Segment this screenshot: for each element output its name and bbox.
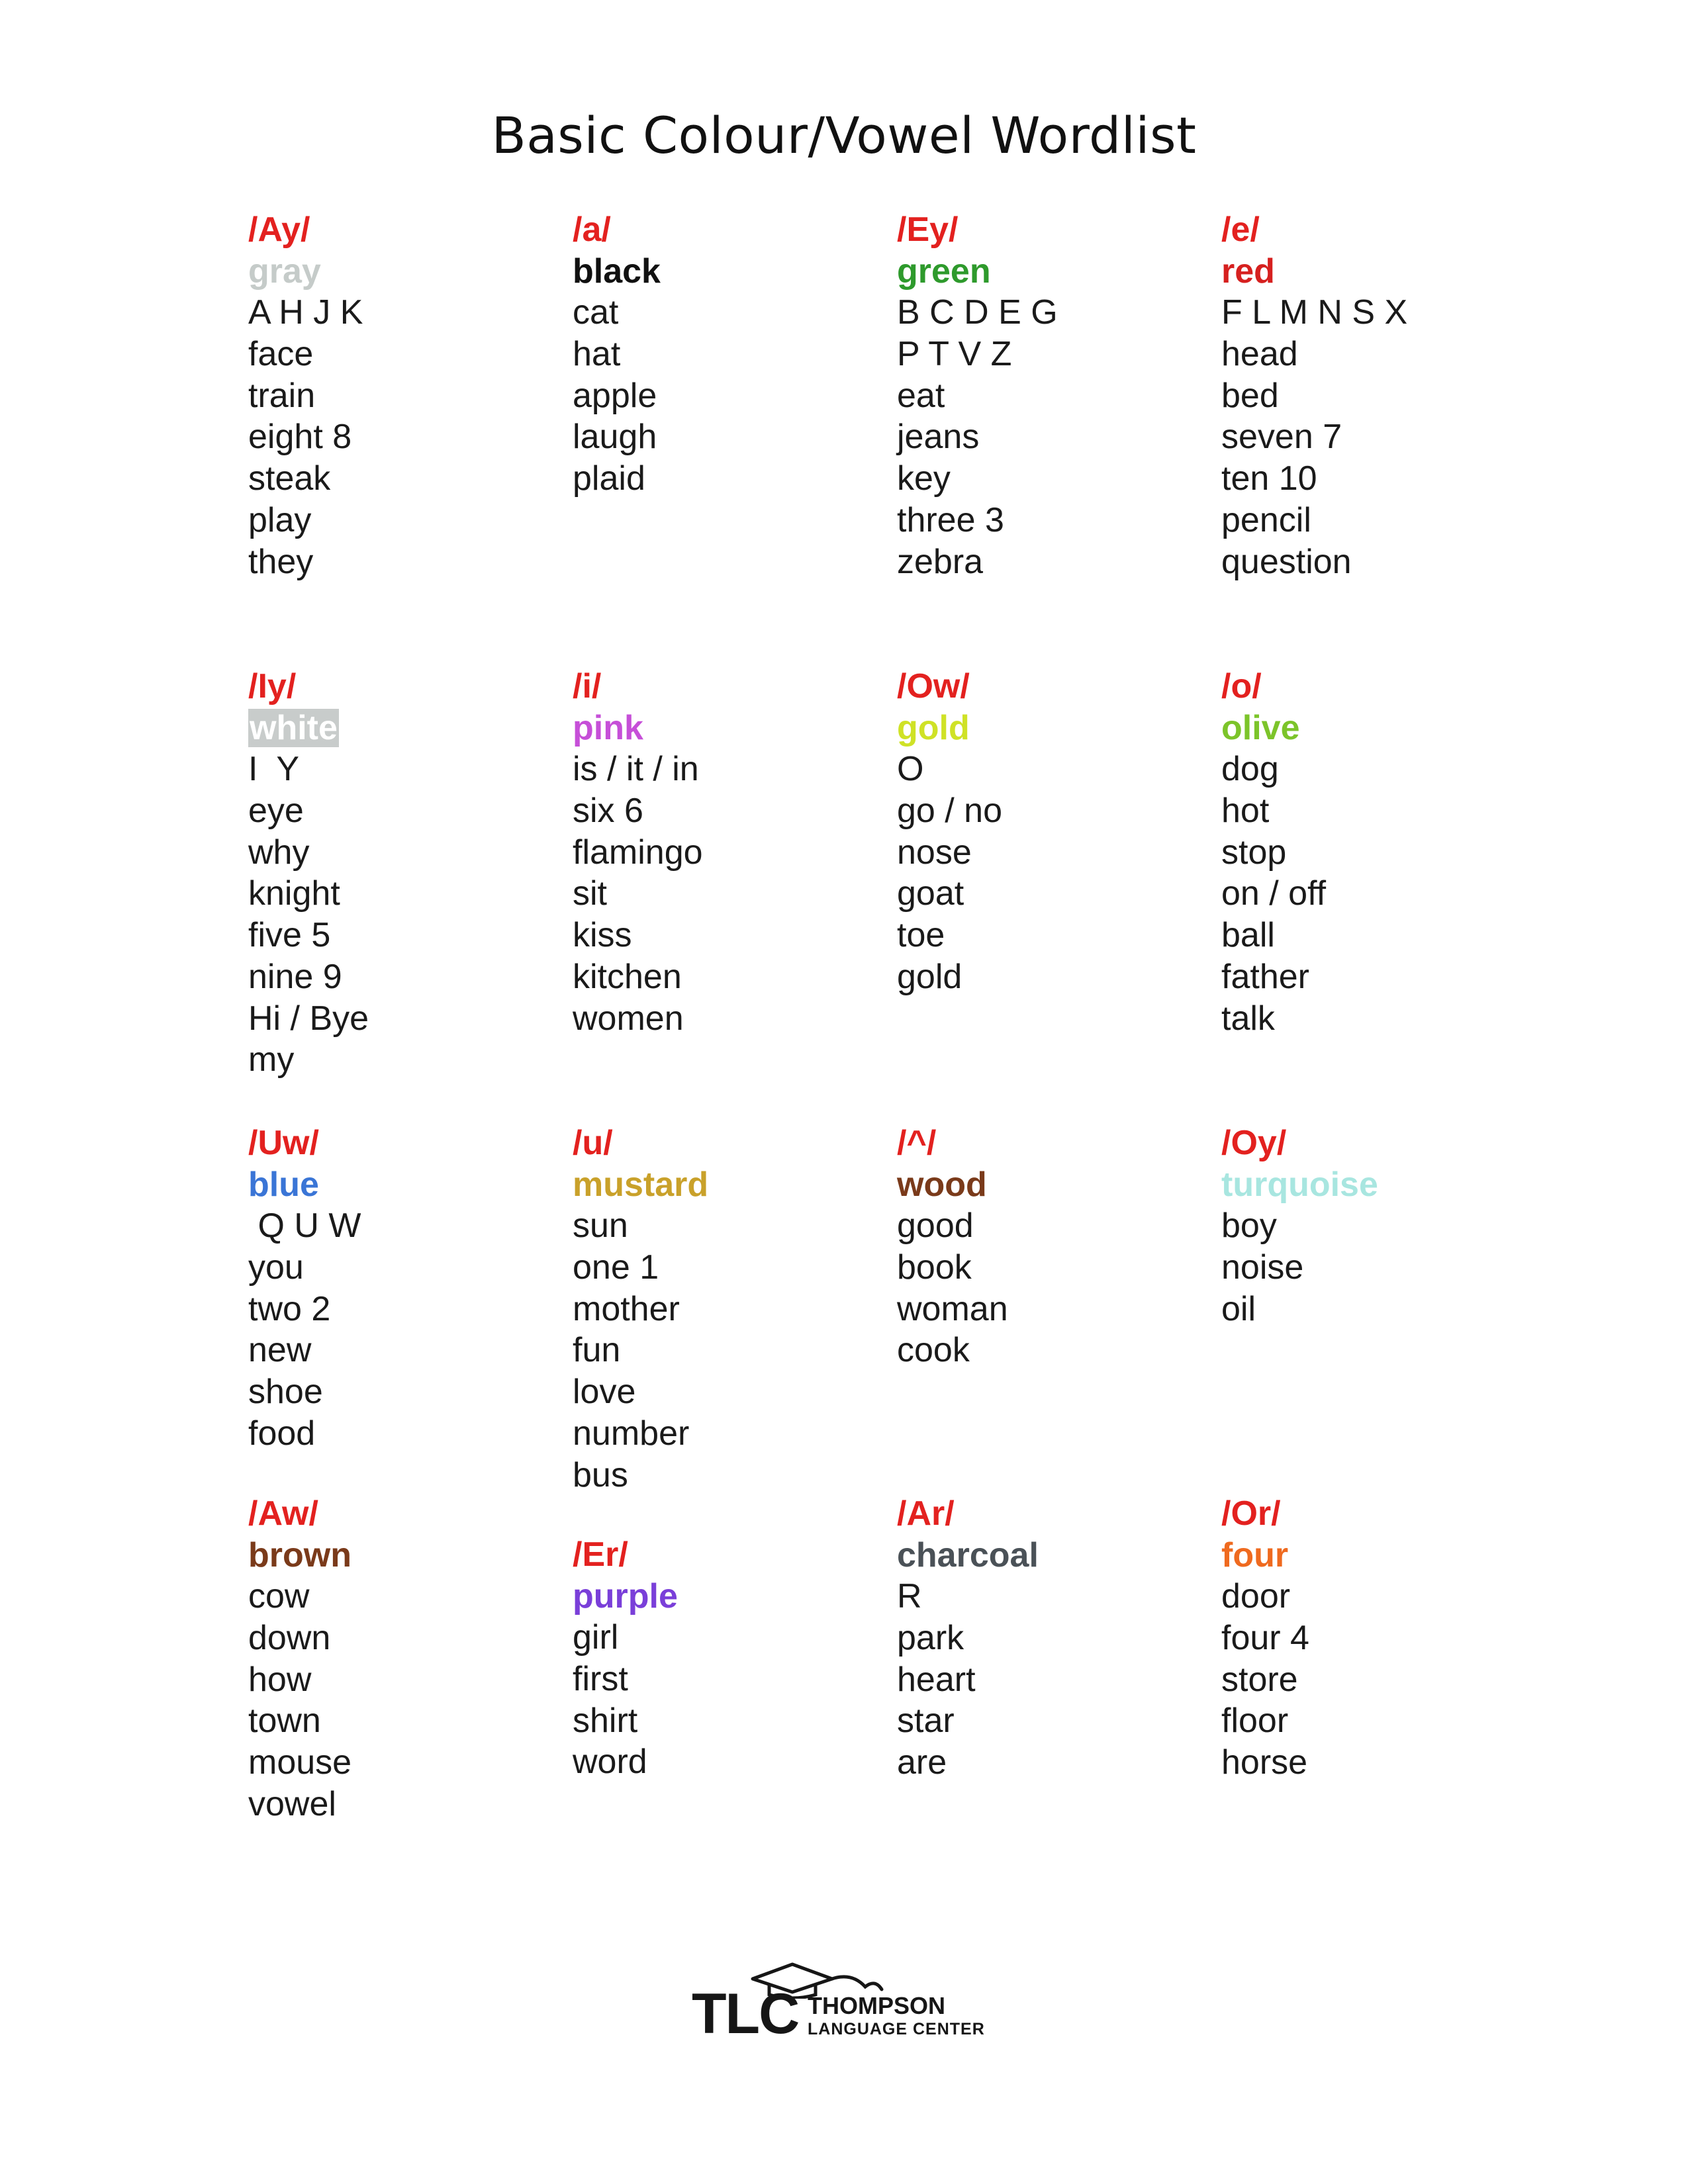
vowel-group	[897, 1122, 1208, 1371]
example-word: O	[897, 750, 924, 789]
example-word: on / off	[1221, 874, 1327, 913]
example-word: are	[897, 1743, 947, 1782]
example-word: eye	[248, 792, 304, 831]
vowel-sound-label: /Ar/	[897, 1494, 955, 1533]
example-word: kiss	[573, 916, 632, 955]
example-word: noise	[1221, 1248, 1304, 1287]
example-word: dog	[1221, 750, 1279, 789]
vowel-group	[248, 666, 559, 1081]
example-word: nine 9	[248, 957, 342, 996]
example-word: kitchen	[573, 957, 682, 996]
example-word: nose	[897, 833, 972, 872]
example-word: how	[248, 1660, 312, 1699]
vowel-sound-label: /Ay/	[248, 210, 310, 249]
example-word: P T V Z	[897, 335, 1012, 374]
vowel-sound-label: /Iy/	[248, 667, 297, 705]
example-word: six 6	[573, 792, 643, 831]
vowel-sound-label: /e/	[1221, 210, 1260, 249]
example-word: zebra	[897, 542, 984, 581]
example-word: star	[897, 1702, 955, 1741]
vowel-sound-label: /o/	[1221, 667, 1262, 705]
example-word: goat	[897, 874, 964, 913]
example-word: shirt	[573, 1701, 638, 1740]
example-word: Hi / Bye	[248, 999, 369, 1038]
colour-word: blue	[248, 1165, 319, 1204]
vowel-sound-label: /Er/	[573, 1535, 628, 1574]
logo-abbreviation: TLC	[692, 1982, 799, 2046]
example-word: four 4	[1221, 1619, 1309, 1658]
example-word: hot	[1221, 792, 1270, 831]
example-word: talk	[1221, 999, 1275, 1038]
example-word: mother	[573, 1289, 680, 1328]
colour-word: brown	[248, 1535, 352, 1574]
vowel-sound-label: /u/	[573, 1124, 613, 1162]
example-word: plaid	[573, 459, 645, 498]
vowel-group	[573, 666, 884, 1039]
vowel-group	[1221, 209, 1532, 582]
example-word: park	[897, 1619, 964, 1658]
example-word: I Y	[248, 750, 300, 789]
colour-word: mustard	[573, 1165, 709, 1204]
example-word: jeans	[897, 418, 980, 457]
vowel-group	[1221, 1493, 1532, 1784]
example-word: sun	[573, 1206, 628, 1246]
example-word: new	[248, 1331, 312, 1370]
vowel-group	[573, 1534, 884, 1783]
vowel-group	[897, 209, 1208, 582]
example-word: eat	[897, 376, 945, 415]
vowel-sound-label: /^/	[897, 1124, 937, 1162]
example-word: toe	[897, 916, 945, 955]
example-word: down	[248, 1619, 331, 1658]
example-word: vowel	[248, 1784, 336, 1823]
colour-word-text: white	[250, 708, 338, 747]
colour-word: gray	[248, 251, 321, 291]
colour-word: four	[1221, 1535, 1289, 1574]
logo-subtitle: LANGUAGE CENTER	[808, 2020, 985, 2038]
page-title: Basic Colour/Vowel Wordlist	[491, 106, 1197, 165]
example-word: key	[897, 459, 951, 498]
example-word: cat	[573, 293, 619, 332]
vowel-sound-label: /Uw/	[248, 1124, 319, 1162]
example-word: bus	[573, 1455, 628, 1494]
vowel-group	[248, 209, 559, 582]
example-word: father	[1221, 957, 1309, 996]
example-word: play	[248, 500, 312, 539]
vowel-sound-label: /i/	[573, 667, 602, 705]
example-word: B C D E G	[897, 293, 1058, 332]
example-word: woman	[897, 1289, 1008, 1328]
example-word: is / it / in	[573, 750, 699, 789]
example-word: heart	[897, 1660, 976, 1699]
example-word: sit	[573, 874, 607, 913]
example-word: train	[248, 376, 316, 415]
example-word: girl	[573, 1618, 619, 1657]
vowel-group	[248, 1493, 559, 1825]
vowel-sound-label: /a/	[573, 210, 611, 249]
example-word: bed	[1221, 376, 1279, 415]
example-word: first	[573, 1660, 628, 1699]
example-word: pencil	[1221, 500, 1311, 539]
colour-word: pink	[573, 708, 643, 747]
vowel-group	[897, 666, 1208, 998]
example-word: book	[897, 1248, 972, 1287]
colour-word: wood	[897, 1165, 987, 1204]
example-word: door	[1221, 1577, 1291, 1616]
example-word: they	[248, 542, 314, 581]
example-word: word	[573, 1743, 647, 1782]
example-word: women	[573, 999, 684, 1038]
colour-word: red	[1221, 251, 1275, 291]
example-word: boy	[1221, 1206, 1277, 1246]
example-word: F L M N S X	[1221, 293, 1408, 332]
colour-word: green	[897, 251, 991, 291]
vowel-group	[248, 1122, 559, 1455]
example-word: A H J K	[248, 293, 363, 332]
example-word: one 1	[573, 1248, 659, 1287]
example-word: laugh	[573, 418, 657, 457]
example-word: three 3	[897, 500, 1004, 539]
example-word: Q U W	[248, 1206, 361, 1246]
vowel-group	[1221, 1122, 1532, 1330]
colour-word: charcoal	[897, 1535, 1039, 1574]
example-word: cow	[248, 1577, 310, 1616]
colour-word: black	[573, 251, 661, 291]
example-word: my	[248, 1040, 295, 1079]
example-word: floor	[1221, 1702, 1289, 1741]
example-word: five 5	[248, 916, 331, 955]
example-word: why	[248, 833, 310, 872]
vowel-sound-label: /Aw/	[248, 1494, 318, 1533]
logo-name: THOMPSON	[808, 1992, 946, 2019]
example-word: ten 10	[1221, 459, 1317, 498]
example-word: seven 7	[1221, 418, 1342, 457]
example-word: apple	[573, 376, 657, 415]
colour-word: gold	[897, 708, 970, 747]
example-word: town	[248, 1702, 321, 1741]
colour-word: olive	[1221, 708, 1300, 747]
example-word: knight	[248, 874, 340, 913]
example-word: good	[897, 1206, 974, 1246]
tlc-logo	[692, 1959, 1003, 2052]
example-word: horse	[1221, 1743, 1308, 1782]
vowel-sound-label: /Or/	[1221, 1494, 1281, 1533]
example-word: flamingo	[573, 833, 703, 872]
example-word: face	[248, 335, 314, 374]
example-word: head	[1221, 335, 1298, 374]
example-word: love	[573, 1373, 636, 1412]
example-word: shoe	[248, 1373, 323, 1412]
example-word: steak	[248, 459, 331, 498]
example-word: ball	[1221, 916, 1275, 955]
example-word: oil	[1221, 1289, 1256, 1328]
example-word: food	[248, 1414, 316, 1453]
vowel-group	[897, 1493, 1208, 1784]
colour-word: turquoise	[1221, 1165, 1378, 1204]
example-word: cook	[897, 1331, 970, 1370]
example-word: gold	[897, 957, 962, 996]
example-word: fun	[573, 1331, 621, 1370]
example-word: number	[573, 1414, 690, 1453]
example-word: R	[897, 1577, 922, 1616]
vowel-sound-label: /Oy/	[1221, 1124, 1287, 1162]
colour-word: purple	[573, 1576, 678, 1615]
vowel-sound-label: /Ow/	[897, 667, 970, 705]
vowel-group	[573, 1122, 884, 1496]
example-word: two 2	[248, 1289, 331, 1328]
vowel-group	[573, 209, 884, 500]
example-word: store	[1221, 1660, 1298, 1699]
vowel-group	[1221, 666, 1532, 1039]
example-word: question	[1221, 542, 1352, 581]
example-word: hat	[573, 335, 621, 374]
colour-word	[248, 707, 559, 749]
example-word: eight 8	[248, 418, 352, 457]
example-word: go / no	[897, 792, 1003, 831]
example-word: mouse	[248, 1743, 352, 1782]
example-word: you	[248, 1248, 304, 1287]
vowel-sound-label: /Ey/	[897, 210, 959, 249]
example-word: stop	[1221, 833, 1287, 872]
